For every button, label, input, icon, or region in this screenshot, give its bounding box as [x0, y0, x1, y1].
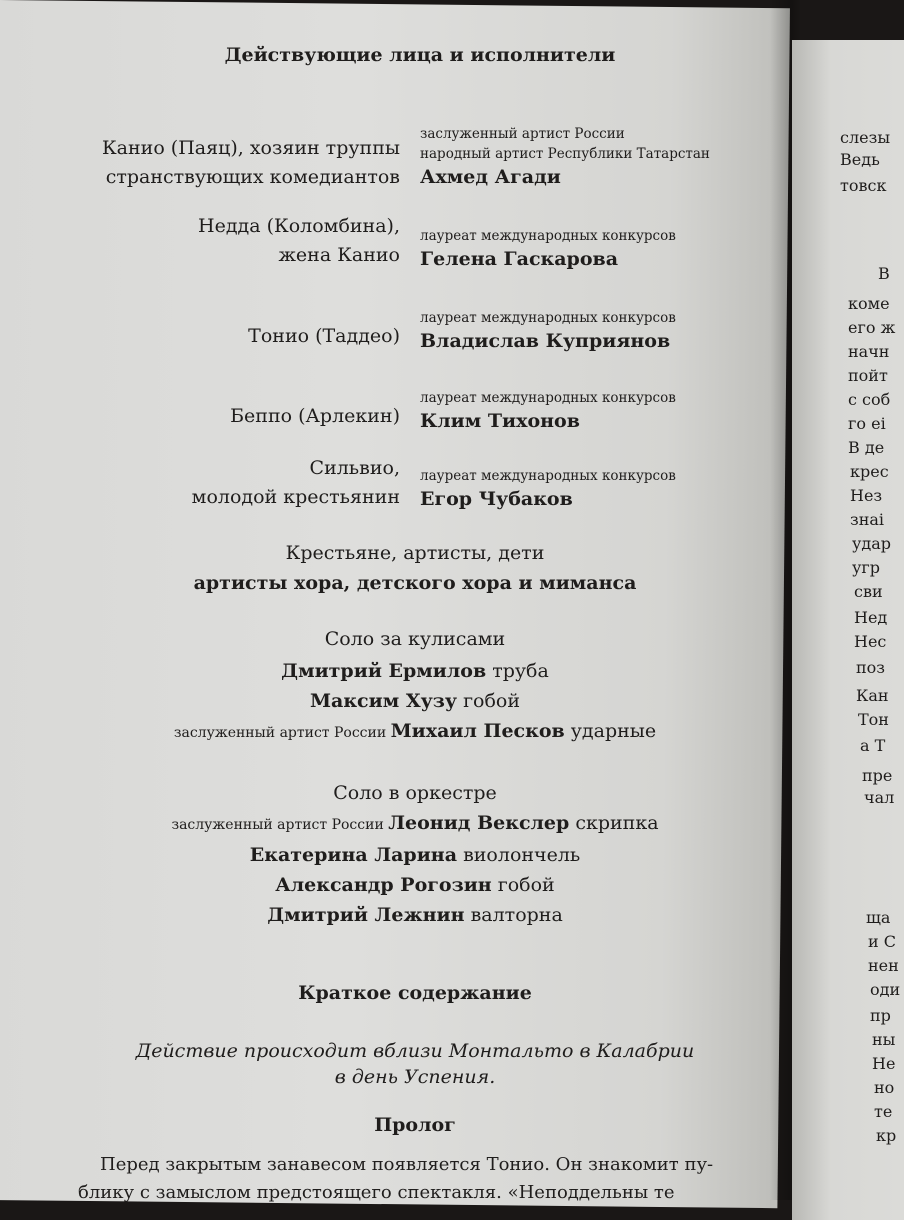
soloist-title: заслуженный артист России [173, 725, 391, 741]
performer-name: Егор Чубаков [420, 488, 573, 510]
orchestra-solo-1 [0, 812, 830, 834]
orchestra-solo-4 [0, 904, 830, 926]
soloist-name: Екатерина Ларина [249, 844, 458, 866]
right-page-fragment: ны [872, 1030, 896, 1049]
cast-role-1 [102, 134, 400, 192]
performer-title: лауреат международных конкурсов [420, 390, 676, 406]
right-page-fragment: Не [872, 1054, 896, 1073]
chorus-label: Крестьяне, артисты, дети [285, 542, 545, 564]
performer-name: Гелена Гаскарова [420, 248, 619, 270]
right-page-fragment: поз [856, 658, 886, 677]
right-page-fragment: знаі [850, 510, 885, 529]
right-page-fragment: Нез [850, 486, 883, 505]
right-page-fragment: с соб [848, 390, 891, 409]
right-page-fragment: угр [852, 558, 881, 577]
performer-name: Клим Тихонов [420, 410, 580, 432]
right-page-fragment: нен [868, 956, 899, 975]
offstage-solo-3 [0, 720, 830, 742]
soloist-instrument: гобой [457, 690, 521, 712]
prologue-text-line-2: блику с замыслом предстоящего спектакля. «Неподдельны те [78, 1182, 675, 1203]
right-page-fragment: сви [854, 582, 883, 601]
right-page-fragment: В де [848, 438, 885, 457]
prologue-text-line-1: Перед закрытым занавесом появляется Тонио. Он знакомит пу- [100, 1154, 714, 1175]
offstage-label: Соло за кулисами [324, 628, 506, 650]
soloist-name: Дмитрий Лежнин [267, 904, 465, 926]
performer-name: Владислав Куприянов [420, 330, 671, 352]
right-page-fragment: и С [868, 932, 896, 951]
role-line: молодой крестьянин [191, 486, 400, 508]
orchestra-solo-3 [0, 874, 830, 896]
right-page-fragment: пр [870, 1006, 891, 1025]
role-line: Сильвио, [309, 457, 400, 479]
offstage-solo-2 [0, 690, 830, 712]
right-page-fragment: Нес [854, 632, 887, 651]
soloist-title: заслуженный артист России [171, 817, 389, 833]
role-line: Беппо (Арлекин) [230, 405, 400, 427]
right-page-fragment: В [878, 264, 890, 283]
soloist-name: Александр Рогозин [275, 874, 492, 896]
right-page-fragment: Тон [858, 710, 889, 729]
offstage-solo-1 [0, 660, 830, 682]
role-line: Недда (Коломбина), [198, 215, 400, 237]
performer-title: заслуженный артист России [420, 126, 625, 142]
right-page-fragment: Кан [856, 686, 889, 705]
role-line: странствующих комедиантов [105, 166, 400, 188]
soloist-instrument: труба [486, 660, 549, 682]
performer-title: лауреат международных конкурсов [420, 468, 676, 484]
right-page-fragment: те [874, 1102, 893, 1121]
role-line: Тонио (Таддео) [248, 325, 400, 347]
right-page-fragment: слезы [840, 128, 891, 147]
right-page-fragment: начн [848, 342, 890, 361]
cast-heading: Действующие лица и исполнители [224, 44, 616, 66]
cast-performer-5 [420, 466, 676, 512]
cast-performer-1 [420, 124, 710, 190]
cast-role-4 [230, 402, 400, 431]
right-page-fragment: щa [866, 908, 891, 927]
setting-line-1: Действие происходит вблизи Монтальто в Калабрии [135, 1040, 695, 1062]
right-page-fragment: Нед [854, 608, 888, 627]
orchestra-label: Соло в оркестре [333, 782, 497, 804]
cast-role-3 [248, 322, 400, 351]
role-line: жена Канио [278, 244, 400, 266]
performer-title: лауреат международных конкурсов [420, 310, 676, 326]
orchestra-solo-2 [0, 844, 830, 866]
right-page-fragment: коме [848, 294, 890, 313]
right-page-fragment: его ж [848, 318, 896, 337]
right-page-fragment: крес [850, 462, 889, 481]
soloist-name: Дмитрий Ермилов [281, 660, 487, 682]
setting-line-2: в день Успения. [334, 1066, 496, 1088]
soloist-name: Максим Хузу [309, 690, 458, 712]
right-page-fragment: а Т [860, 736, 886, 755]
right-page-fragment: кр [876, 1126, 897, 1145]
cast-performer-3 [420, 308, 676, 354]
right-page-fragment: пойт [848, 366, 888, 385]
soloist-instrument: валторна [464, 904, 563, 926]
right-page-fragment: товск [840, 176, 887, 195]
right-page-fragment: удар [852, 534, 892, 553]
prologue-heading: Пролог [374, 1114, 456, 1136]
chorus-performers: артисты хора, детского хора и миманса [193, 572, 637, 594]
soloist-instrument: скрипка [569, 812, 659, 834]
soloist-name: Михаил Песков [390, 720, 565, 742]
performer-title: лауреат международных конкурсов [420, 228, 676, 244]
soloist-instrument: виолончель [457, 844, 581, 866]
cast-performer-4 [420, 388, 676, 434]
soloist-instrument: ударные [564, 720, 657, 742]
summary-heading: Краткое содержание [298, 982, 532, 1004]
cast-role-2 [198, 212, 400, 270]
soloist-name: Леонид Векслер [388, 812, 570, 834]
right-page-fragment: пре [862, 766, 893, 785]
right-page-fragment: оди [870, 980, 901, 999]
cast-performer-2 [420, 226, 676, 272]
right-page-fragment: Ведь [840, 150, 880, 169]
performer-name: Ахмед Агади [420, 166, 561, 188]
soloist-instrument: гобой [491, 874, 555, 896]
performer-title: народный артист Республики Татарстан [420, 146, 710, 162]
cast-role-5 [192, 454, 400, 512]
right-page-fragment: го еі [848, 414, 886, 433]
right-page-fragment: но [874, 1078, 895, 1097]
right-page-fragment: чал [864, 788, 895, 807]
role-line: Канио (Паяц), хозяин труппы [101, 137, 400, 159]
